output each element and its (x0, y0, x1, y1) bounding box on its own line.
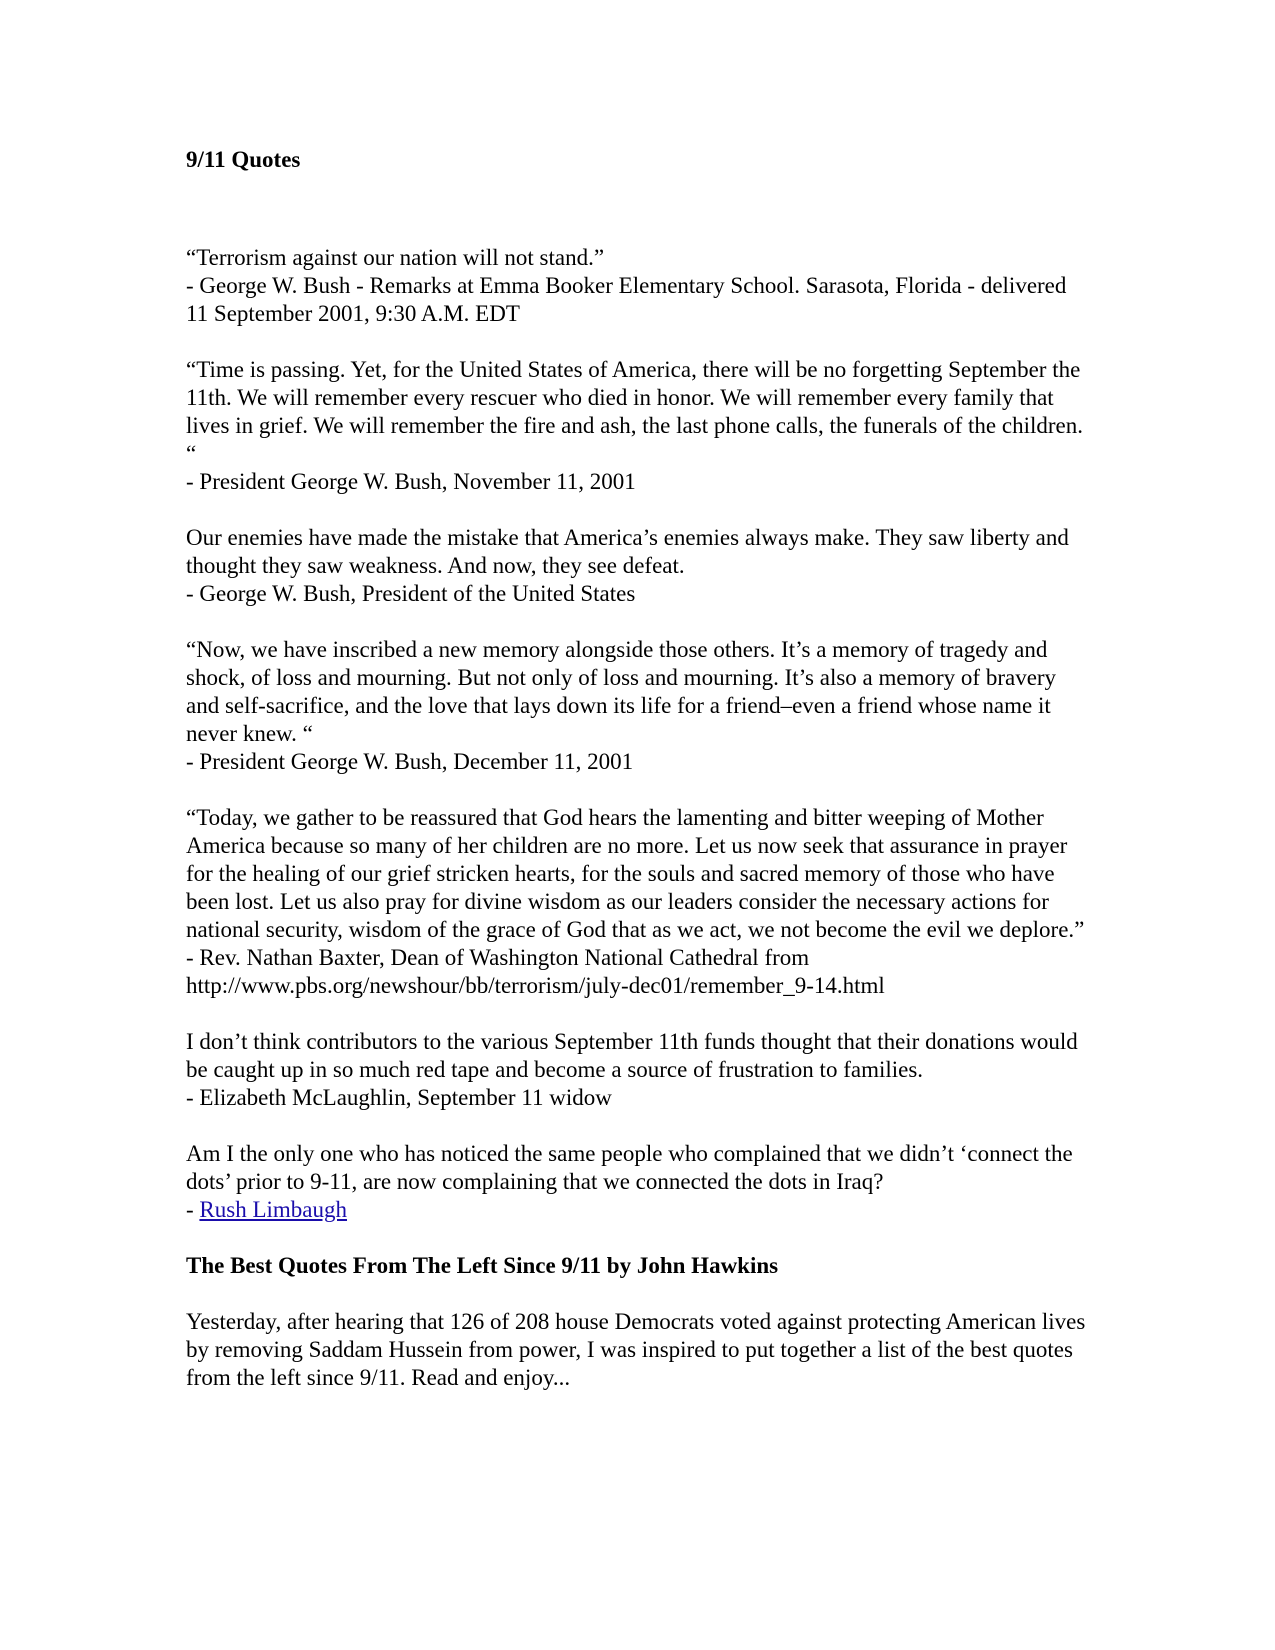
section-heading: The Best Quotes From The Left Since 9/11 by John Hawkins (186, 1253, 779, 1278)
quote-block (186, 636, 1086, 776)
rush-limbaugh-link[interactable]: Rush Limbaugh (199, 1197, 348, 1222)
quote-block (186, 804, 1086, 1000)
quote-attribution (186, 1196, 1086, 1224)
attribution-prefix: - (186, 1197, 200, 1222)
quote-text: I don’t think contributors to the various September 11th funds thought that their donations would be caught up in so much red tape and become a source of frustration to families. (186, 1029, 1078, 1082)
quote-block (186, 524, 1086, 608)
quote-attribution: - George W. Bush - Remarks at Emma Booker Elementary School. Sarasota, Florida - delivered 11 September 2001, 9:30 A.M. EDT (186, 273, 1067, 326)
document-content (186, 146, 1086, 1392)
intro-paragraph: Yesterday, after hearing that 126 of 208 house Democrats voted against protecting American lives by removing Saddam Hussein from power, I was inspired to put together a list of the best quotes from the left since 9/11. Read and enjoy... (186, 1309, 1086, 1390)
quote-block (186, 1028, 1086, 1112)
quote-text: “Terrorism against our nation will not stand.” (186, 245, 605, 270)
quote-text: “Time is passing. Yet, for the United States of America, there will be no forgetting September the 11th. We will remember every rescuer who died in honor. We will remember every family that lives in grief. We will remember the fire and ash, the last phone calls, the funerals of the children. “ (186, 357, 1083, 466)
quote-text: Am I the only one who has noticed the same people who complained that we didn’t ‘connect the dots’ prior to 9-11, are now complaining that we connected the dots in Iraq? (186, 1141, 1073, 1194)
quote-attribution: - President George W. Bush, December 11, 2001 (186, 749, 634, 774)
quote-block (186, 244, 1086, 328)
quote-attribution: - George W. Bush, President of the United States (186, 581, 636, 606)
quote-attribution: - Elizabeth McLaughlin, September 11 widow (186, 1085, 612, 1110)
quote-text: “Now, we have inscribed a new memory alongside those others. It’s a memory of tragedy and shock, of loss and mourning. But not only of loss and mourning. It’s also a memory of bravery and self-sacrifice, and the love that lays down its life for a friend–even a friend whose name it never knew. “ (186, 637, 1057, 746)
quote-block (186, 1140, 1086, 1224)
quote-text: “Today, we gather to be reassured that God hears the lamenting and bitter weeping of Mother America because so many of her children are no more. Let us now seek that assurance in prayer for the healing of our grief stricken hearts, for the souls and sacred memory of those who have been lost. Let us also pray for divine wisdom as our leaders consider the necessary actions for national security, wisdom of the grace of God that as we act, we not become the evil we deplore.” (186, 805, 1085, 942)
quote-block (186, 356, 1086, 496)
quote-attribution: - Rev. Nathan Baxter, Dean of Washington National Cathedral from http://www.pbs.org/newshour/bb/terrorism/july-dec01/remember_9-14.html (186, 945, 885, 998)
document-title: 9/11 Quotes (186, 147, 301, 172)
quote-attribution: - President George W. Bush, November 11, 2001 (186, 469, 636, 494)
quote-text: Our enemies have made the mistake that America’s enemies always make. They saw liberty and thought they saw weakness. And now, they see defeat. (186, 525, 1069, 578)
